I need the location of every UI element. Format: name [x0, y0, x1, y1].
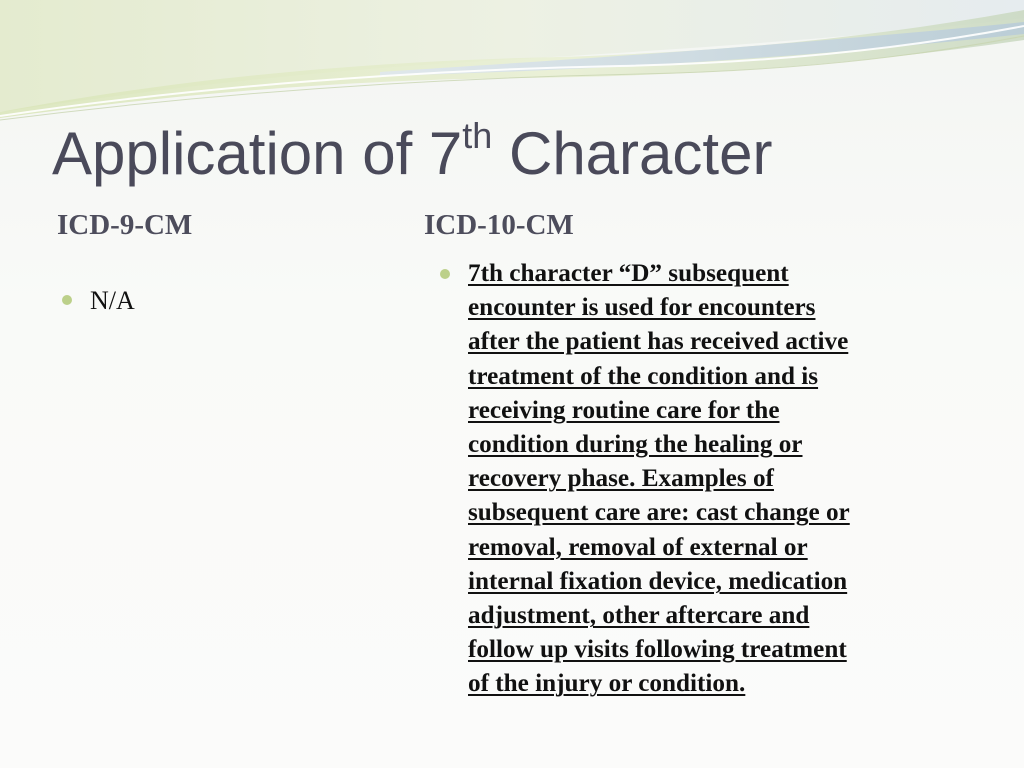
definition-line: subsequent care are: cast change or: [468, 499, 850, 527]
definition-line: after the patient has received active: [468, 328, 849, 356]
page-title: [52, 115, 773, 190]
icd9-bullet-list: [62, 284, 362, 318]
definition-line: of the injury or condition.: [468, 670, 746, 698]
column-heading-icd10: ICD-10-CM: [424, 209, 574, 241]
column-heading-icd9: ICD-9-CM: [57, 209, 193, 241]
icd10-bullet-list: [440, 257, 960, 702]
bullet-dot-icon: [440, 269, 450, 279]
definition-line: receiving routine care for the: [468, 396, 780, 424]
list-item: [440, 257, 960, 702]
title-superscript: th: [462, 115, 493, 156]
definition-line: encounter is used for encounters: [468, 294, 816, 322]
header-wave-decoration: [0, 0, 1024, 130]
definition-line: condition during the healing or: [468, 431, 803, 459]
definition-line: treatment of the condition and is: [468, 362, 819, 390]
definition-line: 7th character “D” subsequent: [468, 260, 789, 287]
definition-line: recovery phase. Examples of: [468, 465, 774, 493]
definition-line: follow up visits following treatment: [468, 636, 847, 664]
definition-text: [468, 257, 960, 702]
title-suffix: Character: [492, 120, 773, 187]
title-text: Application of 7: [52, 120, 463, 187]
bullet-text: N/A: [90, 286, 135, 315]
definition-line: removal, removal of external or: [468, 533, 808, 561]
definition-line: internal fixation device, medication: [468, 567, 848, 595]
definition-line: adjustment, other aftercare and: [468, 602, 810, 630]
bullet-dot-icon: [62, 295, 72, 305]
list-item: [62, 284, 362, 318]
